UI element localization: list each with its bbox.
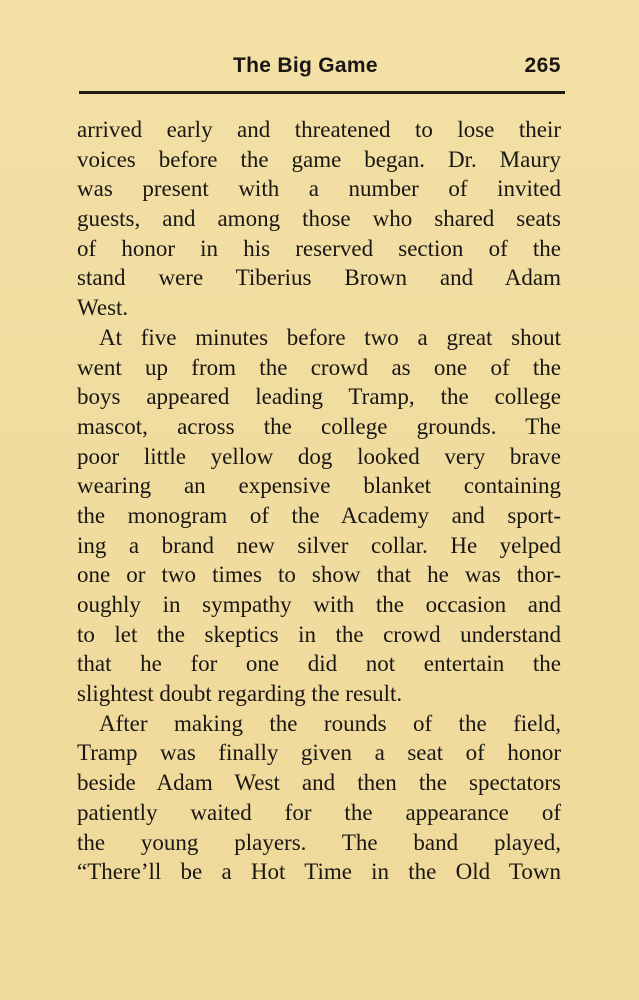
text-line: Tramp was finally given a seat of honor bbox=[77, 740, 561, 766]
text-line: the monogram of the Academy and sport- bbox=[77, 502, 561, 528]
text-line: “There’ll be a Hot Time in the Old Town bbox=[77, 859, 561, 885]
text-line: slightest doubt regarding the result. bbox=[77, 681, 403, 707]
text-line: to let the skeptics in the crowd understand bbox=[77, 621, 561, 647]
text-line: the young players. The band played, bbox=[77, 829, 561, 855]
text-line: wearing an expensive blanket containing bbox=[77, 473, 561, 499]
text-line: boys appeared leading Tramp, the college bbox=[77, 384, 561, 410]
body-text bbox=[77, 115, 561, 887]
text-line: went up from the crowd as one of the bbox=[77, 354, 561, 380]
text-line: mascot, across the college grounds. The bbox=[77, 413, 561, 439]
text-line: beside Adam West and then the spectators bbox=[77, 770, 561, 796]
text-line: West. bbox=[77, 295, 129, 321]
text-line: voices before the game began. Dr. Maury bbox=[77, 146, 561, 172]
text-line: After making the rounds of the field, bbox=[99, 710, 561, 736]
page-number: 265 bbox=[524, 54, 561, 77]
text-line: one or two times to show that he was thor- bbox=[77, 562, 561, 588]
text-line: patiently waited for the appearance of bbox=[77, 799, 561, 825]
running-header bbox=[79, 54, 563, 86]
text-line: poor little yellow dog looked very brave bbox=[77, 443, 561, 469]
text-line: guests, and among those who shared seats bbox=[77, 206, 561, 232]
text-line: ing a brand new silver collar. He yelped bbox=[77, 532, 561, 558]
text-line: stand were Tiberius Brown and Adam bbox=[77, 265, 561, 291]
header-rule bbox=[79, 91, 565, 94]
text-line: oughly in sympathy with the occasion and bbox=[77, 592, 561, 617]
text-line: that he for one did not entertain the bbox=[77, 651, 561, 677]
text-line: arrived early and threatened to lose their bbox=[77, 117, 561, 142]
text-line: was present with a number of invited bbox=[77, 176, 561, 202]
running-title: The Big Game bbox=[233, 54, 378, 77]
text-line: At five minutes before two a great shout bbox=[99, 324, 561, 350]
text-line: of honor in his reserved section of the bbox=[77, 235, 561, 261]
